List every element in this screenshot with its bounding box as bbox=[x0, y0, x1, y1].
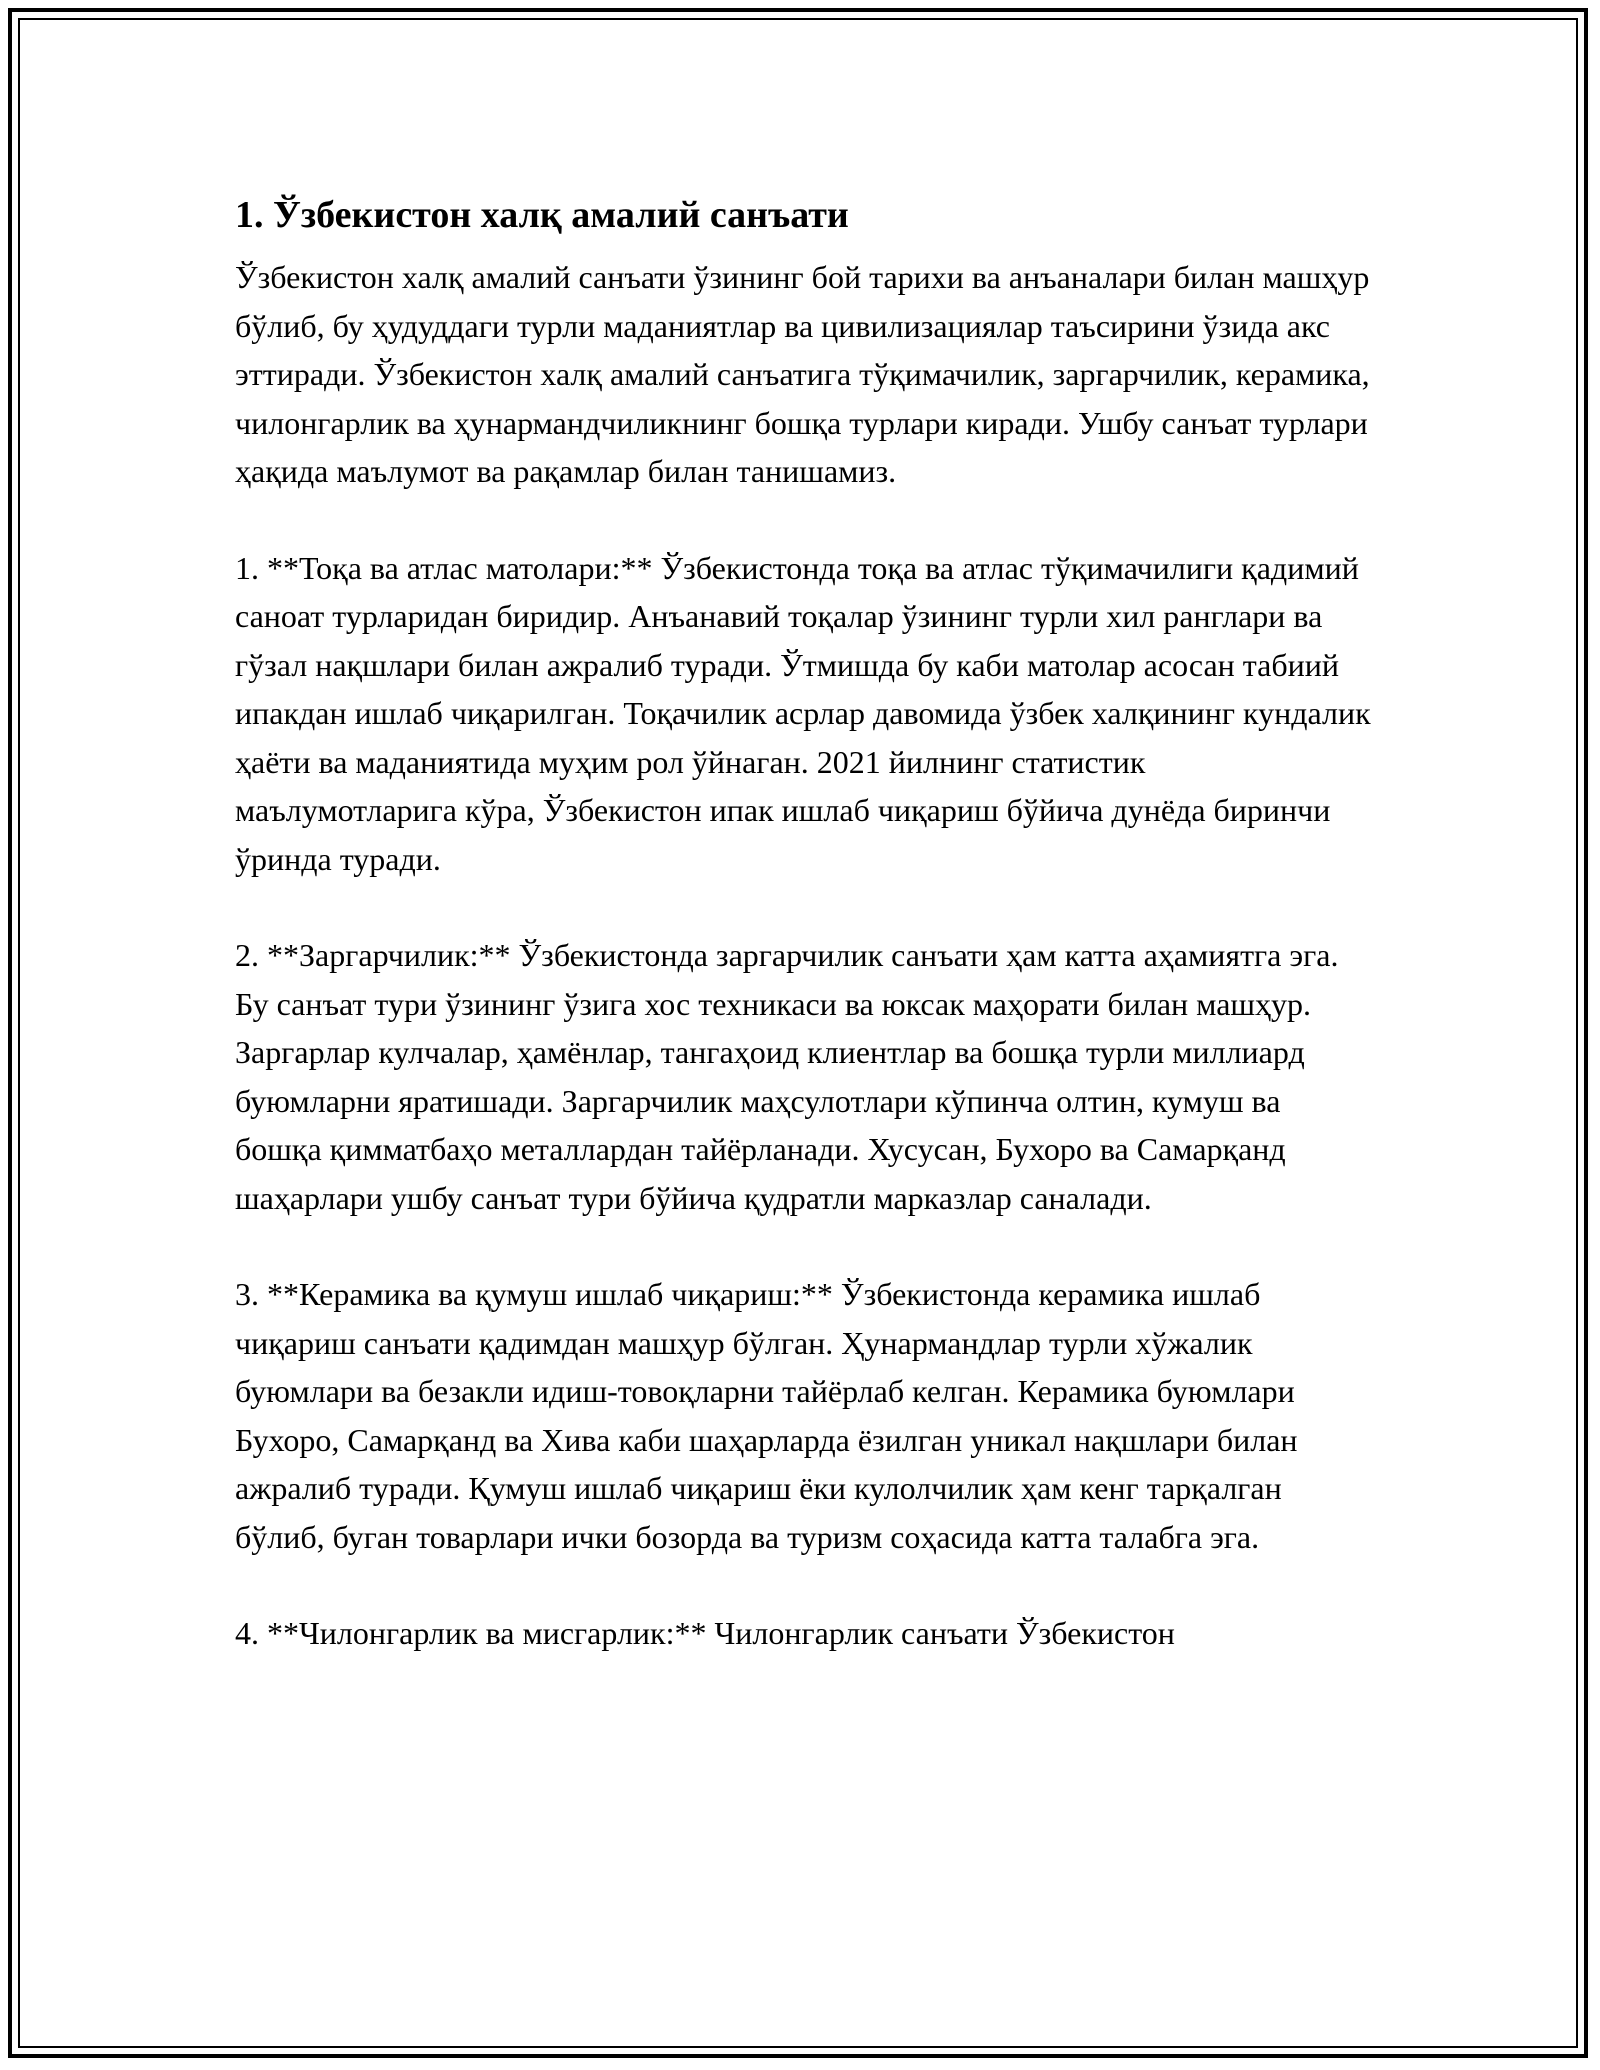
paragraph-toqa-atlas: 1. **Тоқа ва атлас матолари:** Ўзбекистонда тоқа ва атлас тўқимачилиги қадимий саноат турларидан биридир. Анъанавий тоқалар ўзининг турли хил ранглари ва гўзал нақшлари билан ажралиб туради. Ўтмишда бу каби матолар асосан табиий ипакдан ишлаб чиқарилган. Тоқачилик асрлар давомида ўзбек халқининг кундалик ҳаёти ва маданиятида муҳим рол ўйнаган. 2021 йилнинг статистик маълумотларига кўра, Ўзбекистон ипак ишлаб чиқариш бўйича дунёда биринчи ўринда туради. bbox=[235, 549, 1371, 877]
section-heading: 1. Ўзбекистон халқ амалий санъати bbox=[235, 194, 849, 236]
paragraph-zargarchilik: 2. **Заргарчилик:** Ўзбекистонда заргарчилик санъати ҳам катта аҳамиятга эга. Бу санъат тури ўзининг ўзига хос техникаси ва юксак маҳорати билан машҳур. Заргарлар кулчалар, ҳамёнлар, тангаҳоид клиентлар ва бошқа турли миллиард буюмларни яратишади. Заргарчилик маҳсулотлари кўпинча олтин, кумуш ва бошқа қимматбаҳо металлардан тайёрланади. Хусусан, Бухоро ва Самарқанд шаҳарлари ушбу санъат тури бўйича қудратли марказлар саналади. bbox=[235, 937, 1339, 1216]
paragraph-keramika: 3. **Керамика ва қумуш ишлаб чиқариш:** Ўзбекистонда керамика ишлаб чиқариш санъати қадимдан машҳур бўлган. Ҳунармандлар турли хўжалик буюмлари ва безакли идиш-товоқларни тайёрлаб келган. Керамика буюмлари Бухоро, Самарқанд ва Хива каби шаҳарларда ёзилган уникал нақшлари билан ажралиб туради. Қумуш ишлаб чиқариш ёки кулолчилик ҳам кенг тарқалган бўлиб, буган товарлари ички бозорда ва туризм соҳасида катта талабга эга. bbox=[235, 1276, 1298, 1555]
paragraph-chilongarlik: 4. **Чилонгарлик ва мисгарлик:** Чилонгарлик санъати Ўзбекистон bbox=[235, 1615, 1175, 1651]
document-body bbox=[235, 185, 1375, 1706]
intro-paragraph: Ўзбекистон халқ амалий санъати ўзининг бой тарихи ва анъаналари билан машҳур бўлиб, бу ҳудуддаги турли маданиятлар ва цивилизациялар таъсирини ўзида акс эттиради. Ўзбекистон халқ амалий санъатига тўқимачилик, заргарчилик, керамика, чилонгарлик ва ҳунармандчиликнинг бошқа турлари киради. Ушбу санъат турлари ҳақида маълумот ва рақамлар билан танишамиз. bbox=[235, 259, 1370, 489]
